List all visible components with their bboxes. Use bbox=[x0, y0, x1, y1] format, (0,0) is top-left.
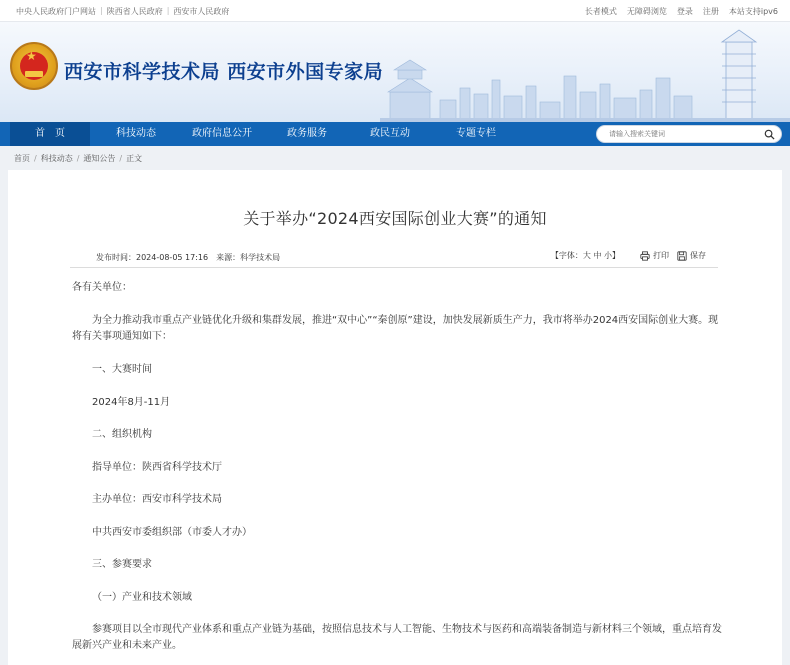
nav-gov-info[interactable]: 政府信息公开 bbox=[192, 128, 252, 139]
source-value: 科学技术局 bbox=[240, 253, 281, 262]
host-unit: 主办单位：西安市科学技术局 bbox=[92, 494, 222, 505]
gov-links bbox=[16, 6, 229, 17]
site-title[interactable]: 西安市科学技术局 西安市外国专家局 bbox=[64, 61, 384, 83]
nav-home[interactable]: 首 页 bbox=[10, 122, 90, 146]
city-skyline-icon bbox=[380, 22, 790, 122]
article-title: 关于举办“2024西安国际创业大赛”的通知 bbox=[243, 209, 547, 228]
save-button[interactable] bbox=[677, 250, 706, 261]
breadcrumb bbox=[14, 153, 142, 164]
separator: | bbox=[100, 6, 103, 15]
subsection-fields: （一）产业和技术领域 bbox=[92, 592, 192, 603]
section-heading-requirements: 三、参赛要求 bbox=[92, 559, 152, 570]
print-button[interactable] bbox=[640, 250, 669, 261]
source-label: 来源： bbox=[216, 253, 241, 262]
printer-icon bbox=[640, 251, 650, 261]
publish-label: 发布时间： bbox=[96, 253, 136, 262]
section-heading-org: 二、组织机构 bbox=[92, 429, 152, 440]
meta-divider bbox=[70, 267, 718, 268]
nav-interaction[interactable]: 政民互动 bbox=[370, 128, 410, 139]
elder-mode-link[interactable]: 长者模式 bbox=[584, 7, 617, 16]
top-utility-bar bbox=[0, 0, 790, 22]
article-meta bbox=[96, 252, 280, 263]
main-nav bbox=[0, 122, 790, 146]
article-card bbox=[8, 170, 782, 665]
nav-gov-services[interactable]: 政务服务 bbox=[287, 128, 327, 139]
register-link[interactable]: 注册 bbox=[702, 7, 719, 16]
co-host-unit: 中共西安市委组织部（市委人才办） bbox=[92, 527, 252, 538]
ipv6-link[interactable]: 本站支持ipv6 bbox=[728, 7, 778, 16]
search-box bbox=[596, 125, 782, 143]
save-icon bbox=[677, 251, 687, 261]
print-label: 打印 bbox=[653, 251, 669, 260]
publish-time: 2024-08-05 17:16 bbox=[136, 253, 209, 262]
link-xian-gov[interactable]: 西安市人民政府 bbox=[173, 7, 230, 16]
breadcrumb-separator: / bbox=[119, 154, 123, 163]
guiding-unit: 指导单位：陕西省科学技术厅 bbox=[92, 462, 222, 473]
breadcrumb-tech-news[interactable]: 科技动态 bbox=[40, 154, 73, 163]
nav-tech-news[interactable]: 科技动态 bbox=[116, 128, 156, 139]
breadcrumb-separator: / bbox=[34, 154, 37, 163]
salutation: 各有关单位： bbox=[72, 282, 132, 293]
separator: | bbox=[166, 6, 170, 15]
breadcrumb-home[interactable]: 首页 bbox=[14, 154, 30, 163]
breadcrumb-notices[interactable]: 通知公告 bbox=[83, 154, 116, 163]
search-input[interactable] bbox=[609, 128, 759, 140]
contest-dates: 2024年8月-11月 bbox=[92, 397, 171, 408]
header-banner bbox=[0, 22, 790, 122]
national-emblem-icon: ★ bbox=[10, 42, 58, 90]
save-label: 保存 bbox=[690, 251, 706, 260]
font-size-switcher[interactable]: 【字体：大 中 小】 bbox=[550, 251, 620, 260]
login-link[interactable]: 登录 bbox=[676, 7, 693, 16]
intro-paragraph: 为全力推动我市重点产业链优化升级和集群发展，推进“双中心”“秦创原”建设，加快发展新质生产力，我市将举办2024西安国际创业大赛。现将有关事项通知如下： bbox=[72, 315, 719, 342]
article-tools bbox=[551, 250, 706, 261]
nav-special-topics[interactable]: 专题专栏 bbox=[456, 128, 496, 139]
link-shaanxi-gov[interactable]: 陕西省人民政府 bbox=[106, 7, 163, 16]
section-heading-time: 一、大赛时间 bbox=[92, 364, 152, 375]
search-icon[interactable] bbox=[764, 129, 775, 140]
breadcrumb-current: 正文 bbox=[126, 154, 143, 163]
link-central-gov[interactable]: 中央人民政府门户网站 bbox=[16, 7, 96, 16]
accessibility-link[interactable]: 无障碍浏览 bbox=[626, 7, 667, 16]
fields-paragraph: 参赛项目以全市现代产业体系和重点产业链为基础，按照信息技术与人工智能、生物技术与医药和高端装备制造与新材料三个领域，重点培育发展新兴产业和未来产业。 bbox=[72, 624, 722, 651]
utility-links bbox=[585, 6, 778, 17]
breadcrumb-separator: / bbox=[76, 154, 80, 163]
